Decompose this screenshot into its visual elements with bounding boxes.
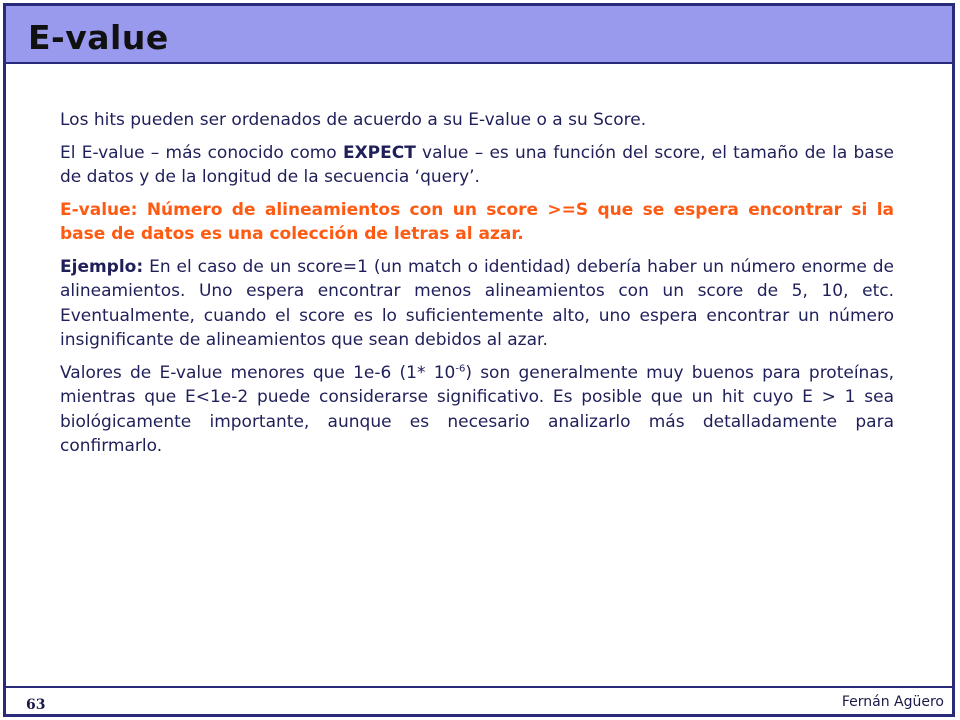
paragraph-definition [60, 141, 894, 190]
title-bar [6, 6, 952, 64]
example-label: Ejemplo: [60, 256, 144, 277]
slide-title: E-value [28, 18, 169, 57]
definition-text-end: value – es una función del score, el tamaño de la base de datos y de la longitud de la secuencia ‘query’. [60, 142, 895, 187]
definition-text-start: El E-value – más conocido como [60, 142, 343, 163]
exponent-superscript: -6 [455, 362, 466, 374]
footer-divider [6, 686, 952, 688]
paragraph-evalue-highlight [60, 198, 894, 247]
evalue-highlight-text: E-value: Número de alineamientos con un score >=S que se espera encontrar si la base de datos es una colección de letras al azar. [60, 199, 894, 244]
paragraph-example [60, 255, 894, 353]
values-text-start: Valores de E-value menores que 1e-6 (1* 10 [60, 362, 456, 383]
example-text: En el caso de un score=1 (un match o identidad) debería haber un número enorme de alineamientos. Uno espera encontrar menos alineamientos con un score de 5, 10, etc. Eventualmente, cuando el score es lo suficientemente alto, uno espera encontrar un número insignificante de alineamientos que sean debidos al azar. [60, 256, 894, 350]
paragraph-sorting-text: Los hits pueden ser ordenados de acuerdo a su E-value o a su Score. [60, 110, 647, 130]
slide-content [60, 108, 894, 467]
expect-keyword: EXPECT [342, 142, 416, 163]
paragraph-values [60, 361, 894, 459]
page-number: 63 [26, 697, 46, 713]
values-text-end: ) son generalmente muy buenos para proteínas, mientras que E<1e-2 puede considerarse significativo. Es posible que un hit cuyo E > 1 sea biológicamente importante, aunque es necesario analizarlo más detalladamente para confirmarlo. [60, 362, 895, 456]
author-name: Fernán Agüero [841, 694, 944, 710]
paragraph-sorting [60, 108, 894, 133]
